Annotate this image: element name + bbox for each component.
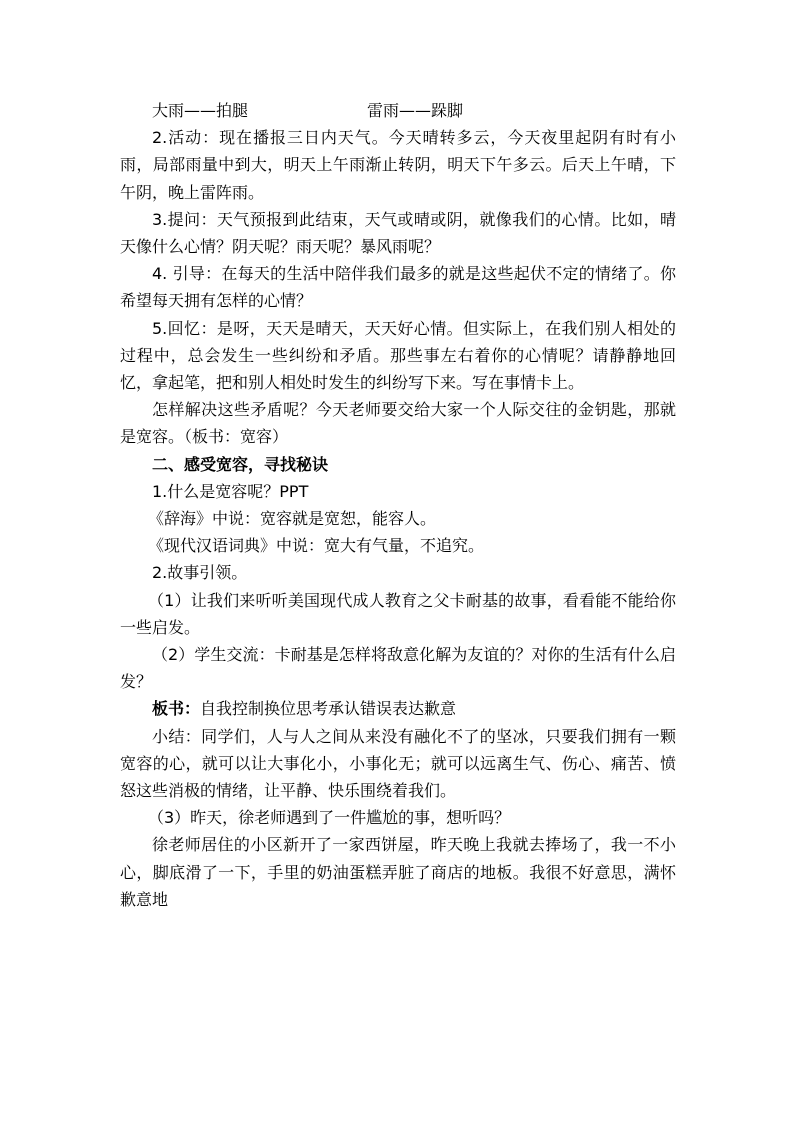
paragraph-cihai-quote: 《辞海》中说：宽容就是宽恕，能容人。 [148,509,437,529]
paragraph-story-lead: 2.故事引领。 [152,563,248,583]
gesture-thunderstorm: 雷雨——跺脚 [367,101,464,120]
board-text: 自我控制换位思考承认错误表达歉意 [200,699,457,719]
document-body [120,97,676,913]
board-label: 板书： [152,699,201,719]
paragraph-carnegie-story: （1）让我们来听听美国现代成人教育之父卡耐基的故事，看看能不能给你一些启发。 [120,590,676,637]
paragraph-dictionary-quote: 《现代汉语词典》中说：宽大有气量，不追究。 [148,536,485,556]
paragraph-summary: 小结：同学们，人与人之间从来没有融化不了的坚冰，只要我们拥有一颗宽容的心，就可以让大事化小，小事化无；就可以远离生气、伤心、痛苦、愤怒这些消极的情绪，让平静、快乐围绕着我们。 [120,726,676,801]
paragraph-teacher-story: 徐老师居住的小区新开了一家西饼屋，昨天晚上我就去捧场了，我一不小心，脚底滑了一下，手里的奶油蛋糕弄脏了商店的地板。我很不好意思，满怀歉意地 [120,835,676,909]
paragraph-board [120,695,676,722]
section-heading: 二、感受宽容，寻找秘诀 [152,454,329,474]
paragraph-question: 3.提问：天气预报到此结束，天气或晴或阴，就像我们的心情。比如，晴天像什么心情？阴天呢？雨天呢？暴风雨呢？ [120,209,676,257]
paragraph-recall: 5.回忆：是呀，天天是晴天，天天好心情。但实际上，在我们别人相处的过程中，总会发生一些纠纷和矛盾。那些事左右着你的心情呢？请静静地回忆，拿起笔，把和别人相处时发生的纠纷写下来。写在事情卡上。 [120,318,676,393]
paragraph-guide: 4. 引导：在每天的生活中陪伴我们最多的就是这些起伏不定的情绪了。你希望每天拥有怎样的心情？ [120,264,676,311]
gesture-heavy-rain: 大雨——拍腿 [152,101,249,120]
paragraph-what-is-tolerance: 1.什么是宽容呢？PPT [152,481,309,501]
paragraph-activity: 2.活动：现在播报三日内天气。今天晴转多云，今天夜里起阴有时有小雨，局部雨量中到大，明天上午雨渐止转阴，明天下午多云。后天上午晴，下午阴，晚上雷阵雨。 [120,128,676,202]
gesture-row [120,97,676,124]
paragraph-teacher-story-intro: （3）昨天，徐老师遇到了一件尴尬的事，想听吗？ [148,808,511,828]
paragraph-solution: 怎样解决这些矛盾呢？今天老师要交给大家一个人际交往的金钥匙，那就是宽容。（板书：宽容） [120,400,676,447]
paragraph-student-discussion: （2）学生交流：卡耐基是怎样将敌意化解为友谊的？对你的生活有什么启发？ [120,645,676,692]
